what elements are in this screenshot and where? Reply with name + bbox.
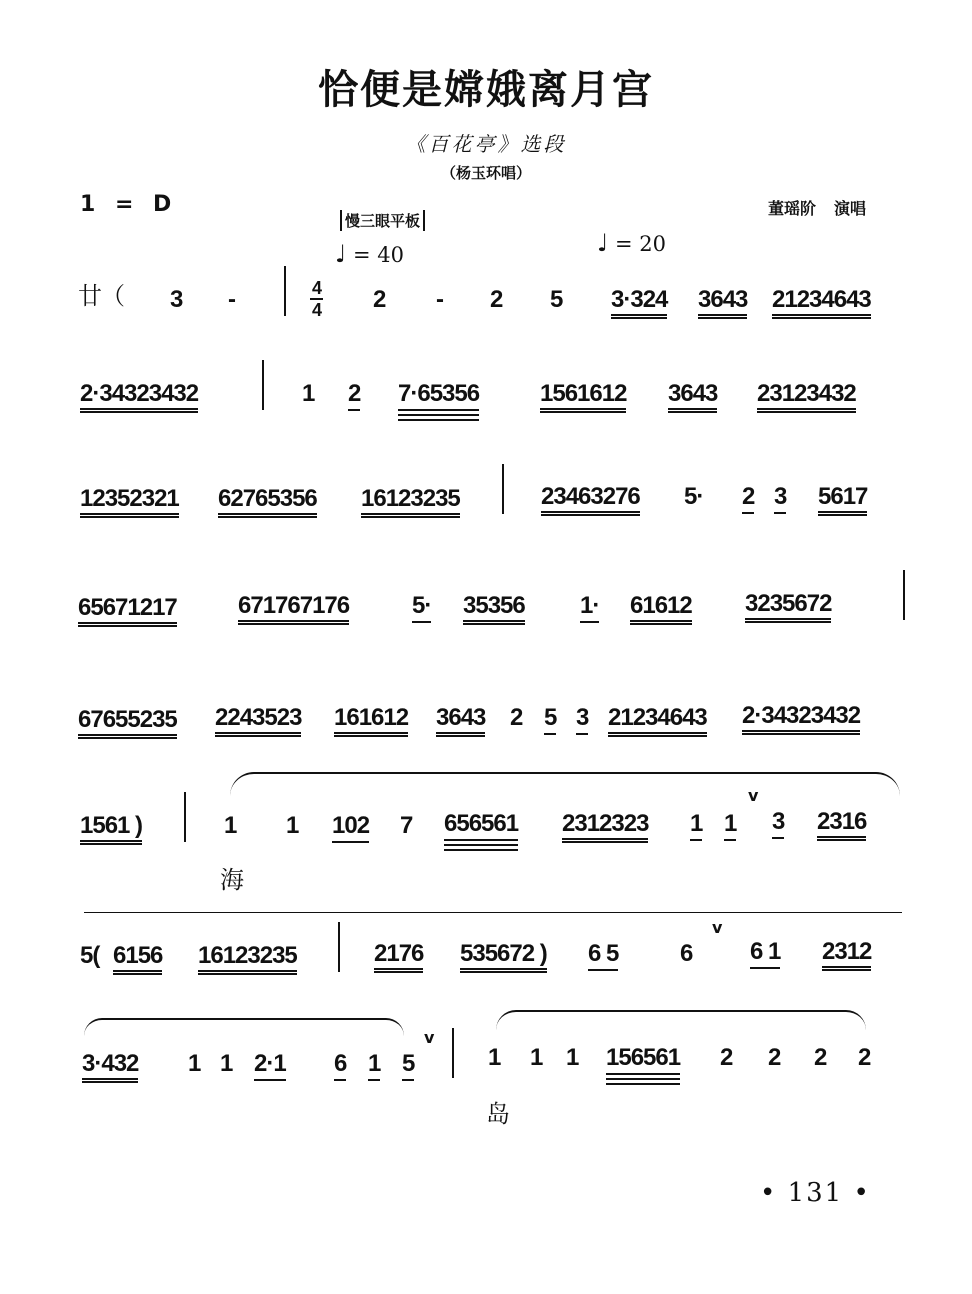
slur bbox=[84, 1018, 404, 1036]
notation-group: 3643 bbox=[698, 288, 747, 319]
slur bbox=[496, 1010, 866, 1030]
notation-group: 5 bbox=[550, 286, 563, 313]
notation-group: 1 bbox=[224, 812, 237, 839]
performer-name: 董瑶阶 bbox=[768, 199, 817, 218]
metronome-value: = 20 bbox=[615, 232, 667, 256]
notation-group: 1 bbox=[220, 1050, 233, 1077]
notation-group: 3 bbox=[774, 485, 786, 514]
time-signature bbox=[310, 278, 323, 320]
quarter-note-icon: ♩ bbox=[597, 229, 609, 257]
key-signature: 1 = D bbox=[80, 192, 178, 217]
notation-group: 161612 bbox=[334, 706, 408, 737]
metronome-value: = 40 bbox=[353, 243, 405, 267]
notation-group: 2 bbox=[510, 704, 523, 731]
performer-credit bbox=[768, 196, 866, 219]
notation-group: 2 bbox=[814, 1044, 827, 1071]
song-title: 恰便是嫦娥离月宫 bbox=[318, 66, 654, 113]
notation-group: 2316 bbox=[817, 810, 866, 841]
lyric-char: 岛 bbox=[486, 1100, 510, 1128]
notation-group: 7 bbox=[400, 812, 413, 839]
notation-group: 7·65356 bbox=[398, 382, 479, 411]
notation-group: 6 5 bbox=[588, 942, 618, 971]
notation-group: 1· bbox=[580, 594, 599, 623]
notation-group: 156561 bbox=[606, 1046, 680, 1075]
metronome-mark-2 bbox=[597, 229, 666, 257]
time-sig-bottom: 4 bbox=[312, 300, 322, 320]
notation-group: 23123432 bbox=[757, 382, 856, 413]
notation-group: 2243523 bbox=[215, 706, 301, 737]
notation-group: 3 bbox=[576, 706, 588, 735]
notation-group: - bbox=[228, 286, 235, 313]
notation-group: 16123235 bbox=[198, 944, 297, 975]
notation-group: 3·432 bbox=[82, 1052, 138, 1083]
barline bbox=[502, 464, 504, 514]
notation-group: 1561612 bbox=[540, 382, 626, 413]
notation-group: 2312 bbox=[822, 940, 871, 971]
notation-group: 1 bbox=[368, 1052, 380, 1081]
page-number: • 131 • bbox=[760, 1178, 871, 1208]
notation-group: 6 1 bbox=[750, 940, 780, 969]
notation-group: 1 bbox=[530, 1044, 543, 1071]
notation-group: 2 bbox=[490, 286, 503, 313]
notation-group: 21234643 bbox=[772, 288, 871, 319]
notation-group: 5 bbox=[402, 1052, 414, 1081]
intro-marker: 廿（ bbox=[78, 282, 124, 310]
notation-group: 16123235 bbox=[361, 487, 460, 518]
barline bbox=[903, 570, 905, 620]
barline bbox=[184, 792, 186, 842]
notation-group: 3643 bbox=[668, 382, 717, 413]
notation-group: - bbox=[436, 286, 443, 313]
notation-group: 21234643 bbox=[608, 706, 707, 737]
tempo-marking: 慢三眼平板 bbox=[340, 210, 425, 231]
quarter-note-icon: ♩ bbox=[335, 240, 347, 268]
barline bbox=[338, 922, 340, 972]
notation-group: 65671217 bbox=[78, 596, 177, 627]
notation-group: 3·324 bbox=[611, 288, 667, 319]
notation-group: 1561 ) bbox=[80, 814, 142, 845]
notation-group: 2 bbox=[742, 485, 754, 514]
slur bbox=[230, 772, 900, 796]
notation-group: 67655235 bbox=[78, 708, 177, 739]
notation-group: 2 bbox=[373, 286, 386, 313]
notation-group: 2·34323432 bbox=[80, 382, 198, 413]
notation-group: 12352321 bbox=[80, 487, 179, 518]
notation-group: 61612 bbox=[630, 594, 692, 625]
notation-group: 2 bbox=[720, 1044, 733, 1071]
notation-group: 5617 bbox=[818, 485, 867, 516]
notation-group: 3 bbox=[772, 810, 784, 839]
notation-group: 23463276 bbox=[541, 485, 640, 516]
notation-group: 2·1 bbox=[254, 1052, 286, 1081]
notation-group: 5( bbox=[80, 942, 100, 969]
performer-role: 演唱 bbox=[834, 199, 867, 218]
notation-group: 35356 bbox=[463, 594, 525, 625]
breath-mark: v bbox=[748, 786, 759, 805]
singer-note: （杨玉环唱） bbox=[440, 164, 531, 182]
notation-group: 6156 bbox=[113, 944, 162, 975]
notation-group: 5 bbox=[544, 706, 556, 735]
time-sig-top: 4 bbox=[312, 278, 322, 298]
notation-group: 2 bbox=[858, 1044, 871, 1071]
breath-mark: v bbox=[712, 918, 723, 937]
notation-group: 5· bbox=[412, 594, 431, 623]
notation-group: 656561 bbox=[444, 812, 518, 841]
breath-mark: v bbox=[424, 1028, 435, 1047]
notation-group: 6 bbox=[334, 1052, 346, 1081]
barline bbox=[284, 266, 286, 316]
barline bbox=[262, 360, 264, 410]
notation-group: 2 bbox=[768, 1044, 781, 1071]
notation-group: 2·34323432 bbox=[742, 704, 860, 735]
notation-group: 1 bbox=[690, 812, 702, 841]
lyric-char: 海 bbox=[220, 866, 244, 894]
notation-group: 2176 bbox=[374, 942, 423, 973]
notation-group: 1 bbox=[188, 1050, 201, 1077]
notation-group: 3643 bbox=[436, 706, 485, 737]
notation-group: 535672 ) bbox=[460, 942, 547, 973]
notation-group: 2312323 bbox=[562, 812, 648, 843]
divider-line bbox=[84, 912, 902, 913]
notation-group: 6 bbox=[680, 940, 693, 967]
barline bbox=[452, 1028, 454, 1078]
notation-group: 1 bbox=[286, 812, 299, 839]
notation-group: 5· bbox=[684, 483, 704, 510]
notation-group: 1 bbox=[302, 380, 315, 407]
notation-group: 62765356 bbox=[218, 487, 317, 518]
notation-group: 1 bbox=[724, 812, 736, 841]
notation-group: 3235672 bbox=[745, 592, 831, 623]
notation-group: 2 bbox=[348, 382, 360, 411]
notation-group: 1 bbox=[488, 1044, 501, 1071]
notation-group: 1 bbox=[566, 1044, 579, 1071]
metronome-mark-1 bbox=[335, 240, 404, 268]
notation-group: 3 bbox=[170, 286, 183, 313]
notation-group: 671767176 bbox=[238, 594, 349, 625]
notation-group: 102 bbox=[332, 814, 369, 843]
song-subtitle: 《百花亭》选段 bbox=[405, 132, 567, 156]
